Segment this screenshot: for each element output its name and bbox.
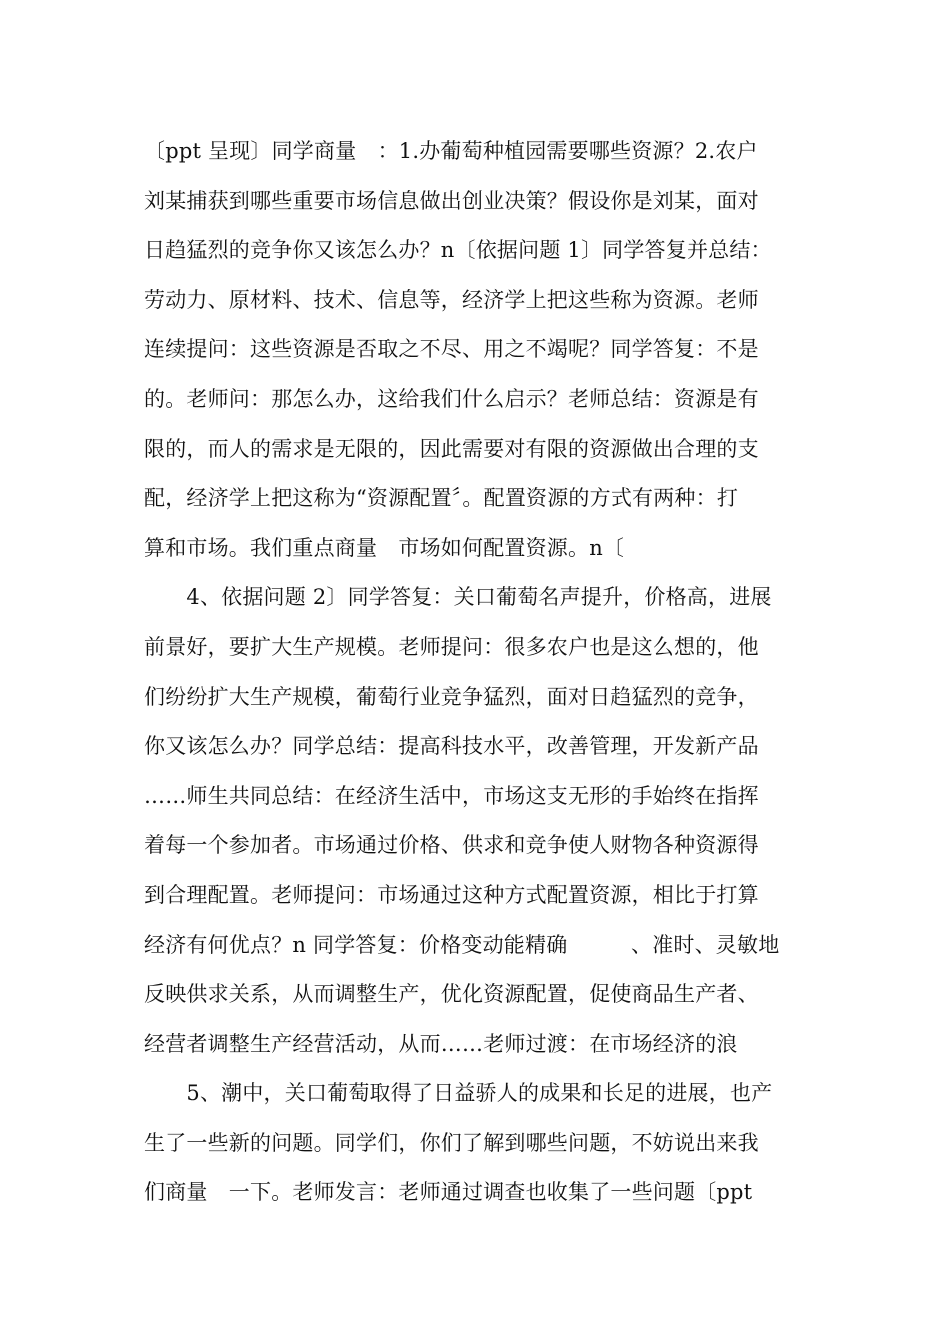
text-line: 前景好，要扩大生产规模。老师提问：很多农户也是这么想的，他 <box>144 634 759 659</box>
text-line: 到合理配置。老师提问：市场通过这种方式配置资源，相比于打算 <box>144 882 759 907</box>
text-line: 日趋猛烈的竞争你又该怎么办？n〔依据问题 1〕同学答复并总结： <box>144 238 772 263</box>
document-body <box>144 127 814 1218</box>
paragraph-1 <box>144 127 814 573</box>
text-line: 你又该怎么办？同学总结：提高科技水平，改善管理，开发新产品 <box>144 734 759 759</box>
text-line: 的。老师问：那怎么办，这给我们什么启示？老师总结：资源是有 <box>144 386 759 411</box>
text-line: 5、潮中，关口葡萄取得了日益骄人的成果和长足的进展，也产 <box>144 1081 773 1106</box>
text-line: 们纷纷扩大生产规模，葡萄行业竞争猛烈，面对日趋猛烈的竞争， <box>144 684 759 709</box>
text-line: 经济有何优点？n 同学答复：价格变动能精确 、准时、灵敏地 <box>144 932 780 957</box>
paragraph-3 <box>144 1069 814 1218</box>
text-line: 经营者调整生产经营活动，从而……老师过渡：在市场经济的浪 <box>144 1031 738 1056</box>
text-line: 生了一些新的问题。同学们，你们了解到哪些问题，不妨说出来我 <box>144 1130 759 1155</box>
text-line: 们商量 一下。老师发言：老师通过调查也收集了一些问题〔ppt <box>144 1180 753 1205</box>
text-line: 反映供求关系，从而调整生产，优化资源配置，促使商品生产者、 <box>144 982 759 1007</box>
text-line: 限的，而人的需求是无限的，因此需要对有限的资源做出合理的支 <box>144 436 759 461</box>
text-line: 4、依据问题 2〕同学答复：关口葡萄名声提升，价格高，进展 <box>144 585 772 610</box>
text-line: 〔ppt 呈现〕同学商量 ：1.办葡萄种植园需要哪些资源？2.农户 <box>144 139 758 163</box>
text-line: 配，经济学上把这称为“资源配置〞。配置资源的方式有两种：打 <box>144 486 739 511</box>
paragraph-2 <box>144 573 814 1069</box>
text-line: 连续提问：这些资源是否取之不尽、用之不竭呢？同学答复：不是 <box>144 337 759 362</box>
text-line: 算和市场。我们重点商量 市场如何配置资源。n〔 <box>144 535 625 560</box>
text-line: 劳动力、原材料、技术、信息等，经济学上把这些称为资源。老师 <box>144 287 759 312</box>
text-line: ……师生共同总结：在经济生活中，市场这支无形的手始终在指挥 <box>144 783 759 808</box>
text-line: 着每一个参加者。市场通过价格、供求和竞争使人财物各种资源得 <box>144 833 759 858</box>
text-line: 刘某捕获到哪些重要市场信息做出创业决策？假设你是刘某，面对 <box>144 188 759 213</box>
